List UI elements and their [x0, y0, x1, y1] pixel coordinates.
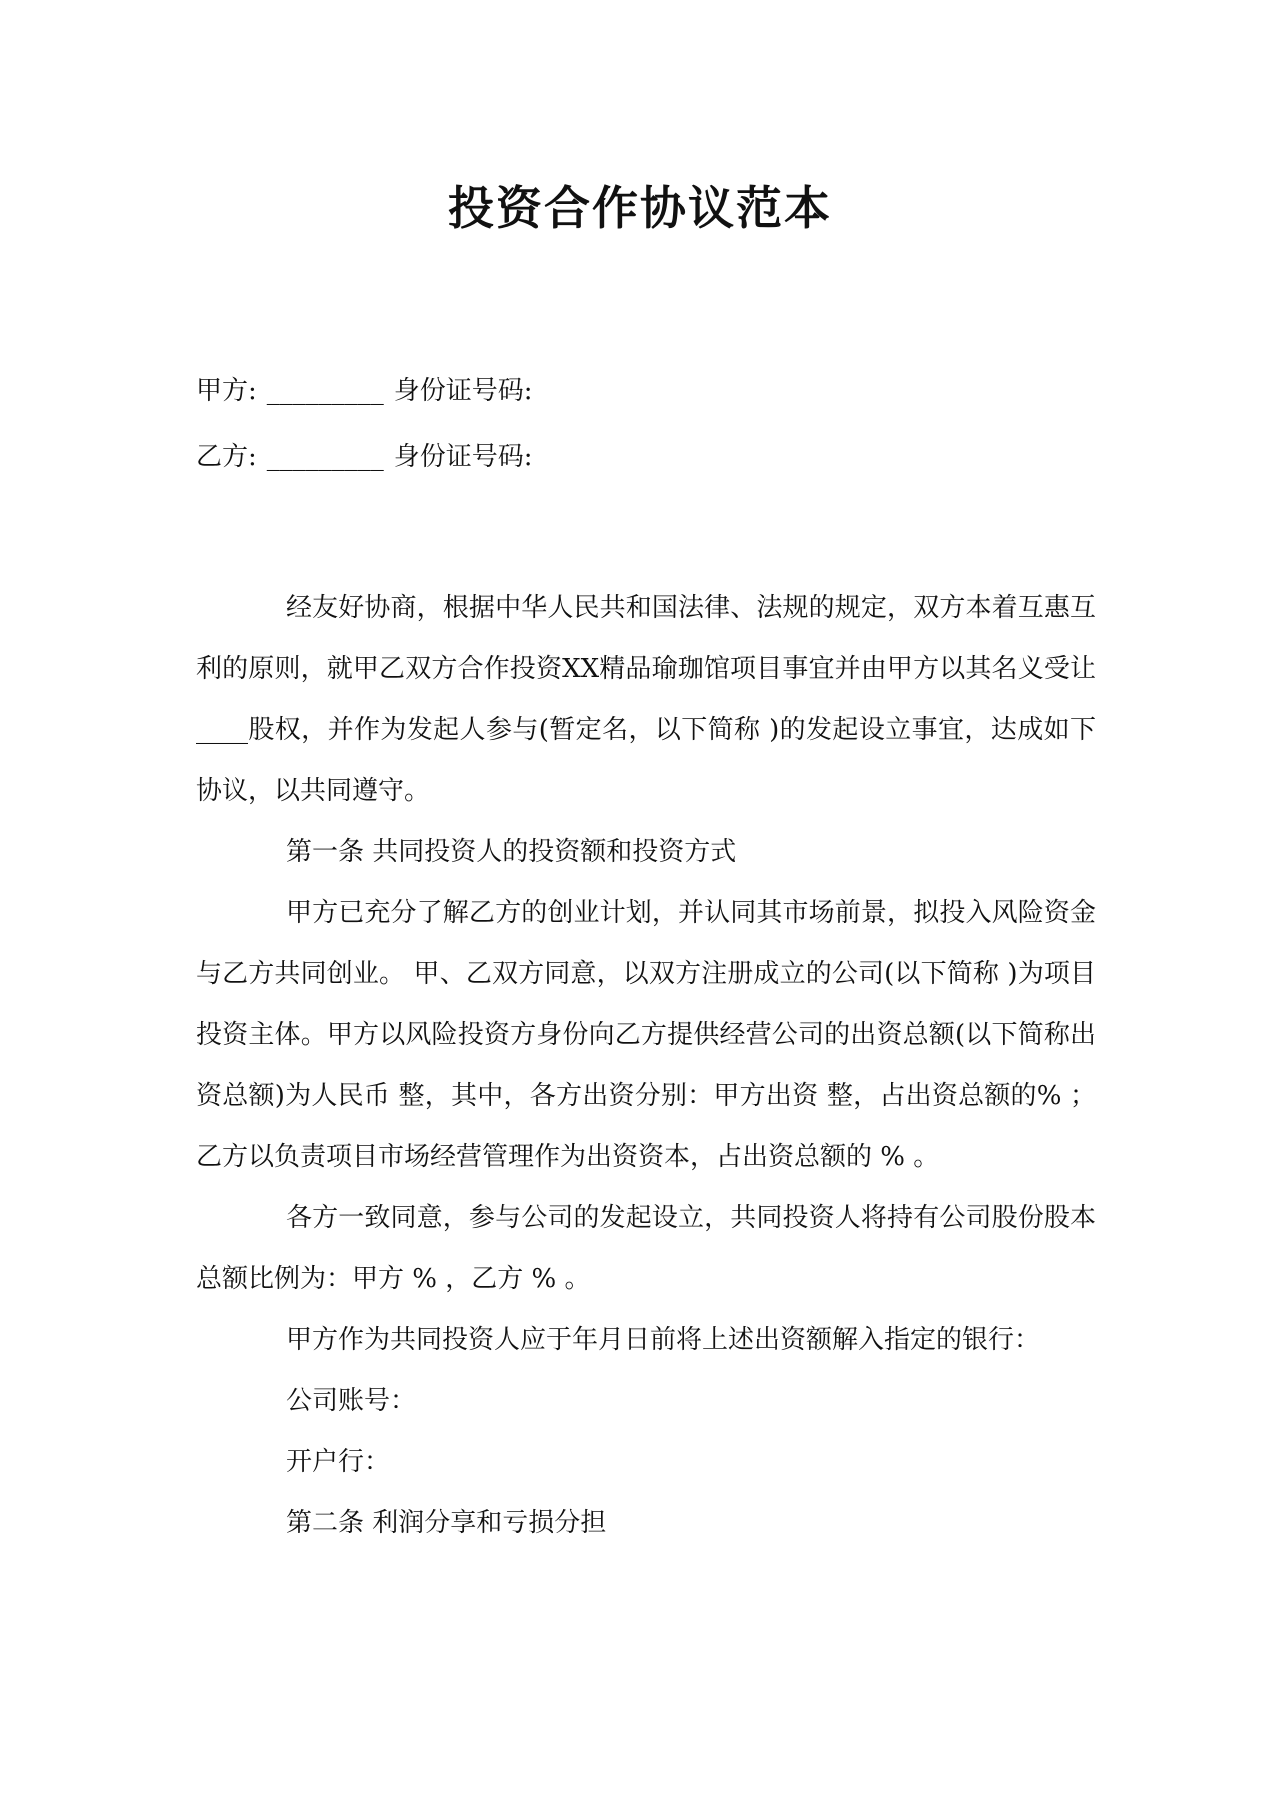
document-body	[196, 578, 1096, 1554]
party-a-blank: _________	[266, 376, 384, 406]
party-b-blank: _________	[266, 442, 384, 472]
party-a-label: 甲方:	[196, 376, 257, 406]
article-1-paragraph-3: 甲方作为共同投资人应于年月日前将上述出资额解入指定的银行：	[286, 1325, 1041, 1355]
party-a-line	[196, 374, 533, 408]
article-1-paragraph-2: 各方一致同意，参与公司的发起设立，共同投资人将持有公司股份股本总额比例为：甲方 % ，乙方 % 。	[196, 1203, 1096, 1294]
party-a-id-label: 身份证号码:	[393, 376, 533, 406]
party-b-id-label: 身份证号码:	[393, 442, 533, 472]
article-2-heading: 第二条 利润分享和亏损分担	[286, 1508, 607, 1538]
article-1-paragraph-1: 甲方已充分了解乙方的创业计划，并认同其市场前景，拟投入风险资金与乙方共同创业。 甲、乙双方同意，以双方注册成立的公司(以下简称 )为项目投资主体。甲方以风险投资方身份向乙方提供经营公司的出资总额(以下简称出资总额)为人民币 整，其中，各方出资分别：甲方出资 整，占出资总额的% ；乙方以负责项目市场经营管理作为出资资本，占出资总额的 % 。	[196, 898, 1096, 1172]
party-b-label: 乙方:	[196, 442, 257, 472]
party-b-line	[196, 440, 533, 474]
document-title: 投资合作协议范本	[448, 181, 832, 235]
preamble-paragraph: 经友好协商，根据中华人民共和国法律、法规的规定，双方本着互惠互利的原则，就甲乙双方合作投资XX精品瑜珈馆项目事宜并由甲方以其名义受让____股权，并作为发起人参与(暂定名，以下简称 )的发起设立事宜，达成如下协议，以共同遵守。	[196, 593, 1096, 806]
company-account-line: 公司账号：	[286, 1386, 417, 1416]
article-1-heading: 第一条 共同投资人的投资额和投资方式	[286, 837, 737, 867]
bank-line: 开户行：	[286, 1447, 391, 1477]
